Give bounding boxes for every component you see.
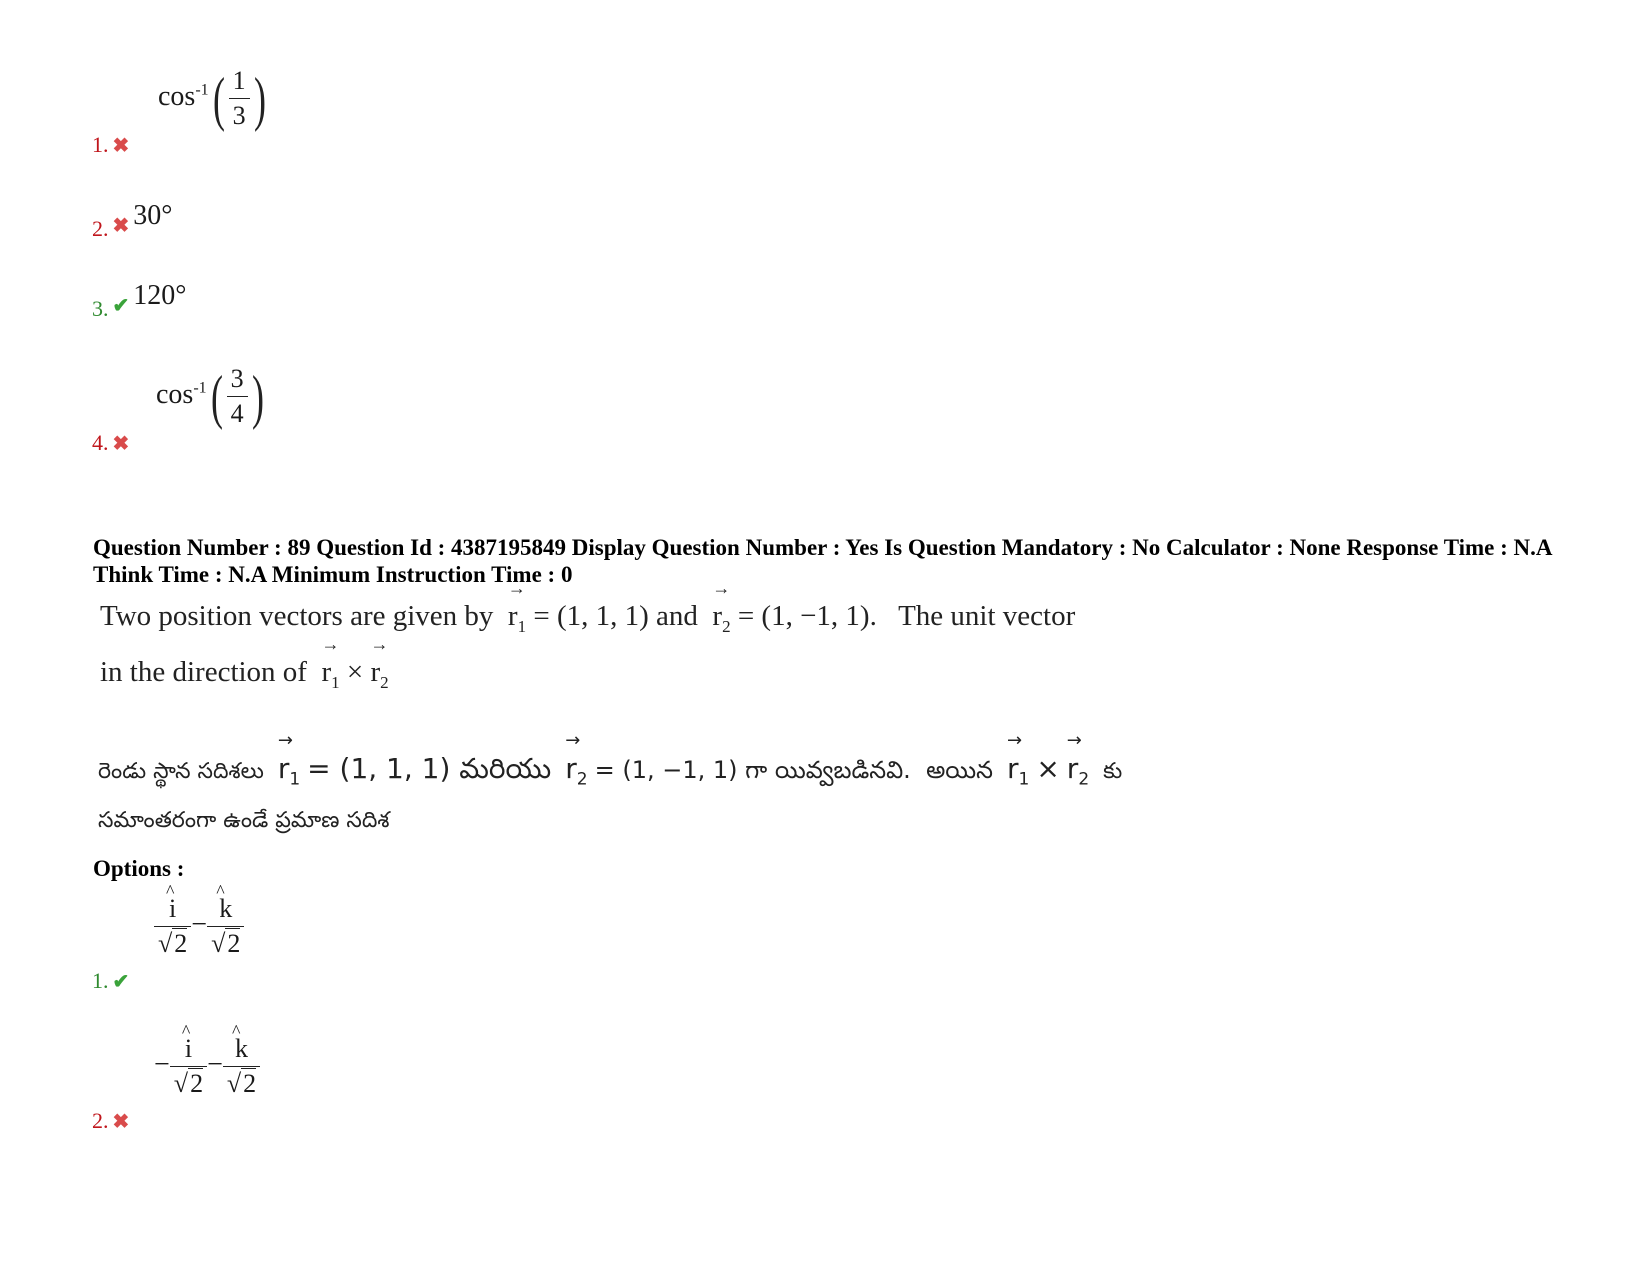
equation-part: = (1, 1, 1) and [533, 600, 698, 632]
question-text: in the direction of [100, 656, 307, 688]
leading-sign: − [154, 1048, 170, 1080]
option-math [154, 1032, 260, 1101]
cross-symbol: × [346, 656, 364, 688]
numerator: ^ i [181, 1032, 196, 1066]
numerator: ^ k [215, 892, 236, 926]
prev-option-2 [92, 200, 173, 241]
option-number: 4. [92, 430, 109, 455]
numerator: ^ i [165, 892, 180, 926]
option-text: 30° [133, 200, 173, 231]
question-text-en-line1 [100, 600, 1075, 637]
option-number: 3. [92, 296, 109, 321]
vector-r1: → $r_1$ [278, 752, 300, 790]
operator: − [207, 1048, 223, 1080]
question-text: కు [1103, 759, 1123, 784]
option-number: 1. [92, 968, 109, 993]
vector-r2: → $r_2$ [1067, 752, 1089, 790]
vector-r2: → $r_2$ [371, 656, 389, 693]
option-math: $\cos^{-1}$( $\frac{3}{4}$ ) [156, 363, 264, 430]
wrong-mark-icon: ✖ [112, 433, 130, 455]
denominator: 2 [243, 1069, 257, 1098]
question-text-te-line2: సమాంతరంగా ఉండే ప్రమాణ సదిశ [98, 808, 390, 833]
vector-r2: → $r_2$ [712, 600, 730, 637]
superscript: -1 [193, 379, 207, 397]
option-math [154, 892, 244, 961]
numerator: 1 [232, 66, 246, 95]
cross-symbol: × [1036, 752, 1060, 785]
denominator: 2 [174, 929, 188, 958]
wrong-mark-icon: ✖ [112, 135, 130, 157]
question-text-te-line1 [98, 752, 1122, 792]
equation-part: = (1, −1, 1) గా యివ్వబడినవి. అయిన [594, 756, 993, 784]
denominator: 3 [232, 101, 246, 130]
question-text-en-line2 [100, 656, 389, 693]
option-text: 120° [133, 280, 187, 311]
numerator: ^ k [231, 1032, 252, 1066]
vector-r1: → $r_1$ [321, 656, 339, 693]
sqrt-symbol: √ [211, 929, 226, 958]
correct-mark-icon: ✔ [112, 971, 130, 993]
options-label: Options : [93, 856, 185, 881]
func-label: cos [158, 80, 196, 112]
correct-mark-icon: ✔ [112, 295, 130, 317]
vector-r1: → $r_1$ [508, 600, 526, 637]
denominator: 2 [227, 929, 241, 958]
denominator: 4 [230, 399, 244, 428]
option-math: $\cos^{-1}$( $\frac{1}{3}$ ) [158, 65, 266, 132]
equation-part: = (1, −1, 1). The unit vector [737, 600, 1076, 632]
question-meta: Question Number : 89 Question Id : 4387195849 Display Question Number : Yes Is Question Mandatory : No Calculator : None Response Time : N.A Think Time : N.A Minimum Instruction Time : 0 [93, 535, 1552, 587]
prev-option-3 [92, 280, 187, 321]
operator: − [191, 908, 208, 940]
vector-r1: → $r_1$ [1007, 752, 1029, 790]
numerator: 3 [230, 364, 244, 393]
denominator: 2 [190, 1069, 204, 1098]
question-text: Two position vectors are given by [100, 600, 494, 632]
option-number: 1. [92, 132, 109, 157]
sqrt-symbol: √ [173, 1069, 189, 1098]
sqrt-symbol: √ [158, 929, 173, 958]
option-number: 2. [92, 216, 109, 241]
func-label: cos [156, 378, 194, 410]
sqrt-symbol: √ [226, 1069, 242, 1098]
superscript: -1 [195, 81, 209, 99]
wrong-mark-icon: ✖ [112, 215, 130, 237]
wrong-mark-icon: ✖ [112, 1111, 130, 1133]
vector-r2: → $r_2$ [565, 752, 587, 790]
option-number: 2. [92, 1108, 109, 1133]
question-text: రెండు స్థాన సదిశలు [98, 759, 264, 784]
equation-part: = (1, 1, 1) మరియు [307, 752, 552, 785]
